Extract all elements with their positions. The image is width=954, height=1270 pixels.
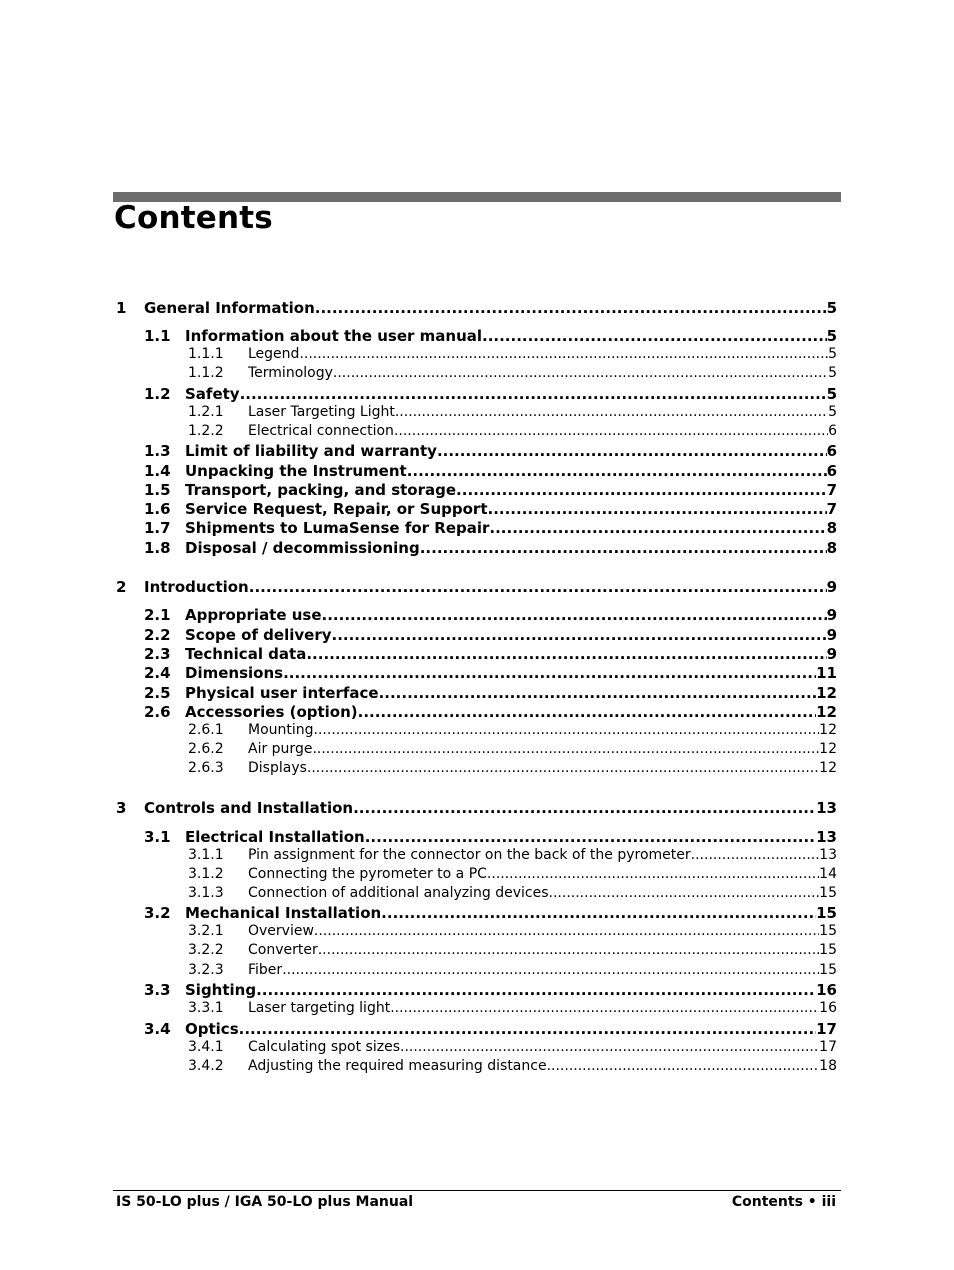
toc-entry[interactable] <box>116 539 837 558</box>
toc-leader-dots <box>239 1020 817 1038</box>
toc-entry-title: Information about the user manual <box>185 327 483 345</box>
toc-entry-number: 3.1.3 <box>188 885 224 901</box>
toc-entry[interactable] <box>116 923 837 942</box>
toc-entry-title: Transport, packing, and storage <box>185 481 457 499</box>
toc-entry-page: 11 <box>816 664 837 682</box>
toc-entry[interactable] <box>116 500 837 519</box>
toc-entry-number: 1.3 <box>144 442 171 460</box>
toc-entry[interactable] <box>116 365 837 384</box>
toc-entry-title: Terminology <box>248 365 333 381</box>
toc-entry[interactable] <box>116 664 837 683</box>
toc-entry-title: Technical data <box>185 645 307 663</box>
toc-entry[interactable] <box>116 606 837 625</box>
toc-entry[interactable] <box>116 442 837 461</box>
toc-entry-title: Mechanical Installation <box>185 904 382 922</box>
toc-leader-dots <box>381 904 816 922</box>
toc-entry[interactable] <box>116 981 837 1000</box>
toc-entry-number: 3 <box>116 799 127 817</box>
toc-entry-number: 3.3.1 <box>188 1000 224 1016</box>
page-title: Contents <box>114 200 273 236</box>
toc-entry-number: 3.4.1 <box>188 1039 224 1055</box>
toc-entry-number: 1.1 <box>144 327 171 345</box>
toc-entry-number: 2.2 <box>144 626 171 644</box>
toc-entry-page: 5 <box>826 299 837 317</box>
toc-leader-dots <box>322 606 827 624</box>
toc-entry-page: 6 <box>826 442 837 460</box>
toc-entry-number: 1.7 <box>144 519 171 537</box>
toc-entry-title: Mounting <box>248 722 314 738</box>
footer-document-title: IS 50-LO plus / IGA 50-LO plus Manual <box>116 1194 414 1210</box>
toc-entry-number: 3.2.1 <box>188 923 224 939</box>
toc-entry[interactable] <box>116 703 837 722</box>
toc-entry-number: 1.8 <box>144 539 171 557</box>
toc-entry[interactable] <box>116 866 837 885</box>
toc-entry-title: Physical user interface <box>185 684 379 702</box>
toc-leader-dots <box>407 462 827 480</box>
toc-entry-page: 15 <box>819 923 837 939</box>
toc-entry[interactable] <box>116 1039 837 1058</box>
toc-entry-number: 3.2 <box>144 904 171 922</box>
toc-entry[interactable] <box>116 385 837 404</box>
toc-entry-title: Calculating spot sizes <box>248 1039 400 1055</box>
toc-leader-dots <box>332 626 827 644</box>
toc-entry-page: 6 <box>828 423 837 439</box>
toc-leader-dots <box>549 885 820 901</box>
toc-entry-title: Dimensions <box>185 664 284 682</box>
toc-leader-dots <box>487 866 819 882</box>
toc-entry-number: 1.5 <box>144 481 171 499</box>
toc-entry-title: Connecting the pyrometer to a PC <box>248 866 487 882</box>
toc-entry[interactable] <box>116 962 837 981</box>
toc-entry-title: Disposal / decommissioning <box>185 539 420 557</box>
toc-leader-dots <box>315 299 827 317</box>
toc-entry[interactable] <box>116 519 837 538</box>
toc-entry-page: 16 <box>819 1000 837 1016</box>
toc-entry[interactable] <box>116 828 837 847</box>
toc-entry-title: Safety <box>185 385 240 403</box>
toc-leader-dots <box>307 760 819 776</box>
toc-entry-page: 7 <box>826 500 837 518</box>
toc-leader-dots <box>488 500 827 518</box>
toc-entry-number: 1.6 <box>144 500 171 518</box>
toc-entry-number: 3.4 <box>144 1020 171 1038</box>
toc-entry-title: Connection of additional analyzing devices <box>248 885 549 901</box>
toc-entry-title: Optics <box>185 1020 239 1038</box>
toc-entry-number: 3.1.2 <box>188 866 224 882</box>
toc-leader-dots <box>240 385 827 403</box>
toc-leader-dots <box>312 741 819 757</box>
toc-entry-page: 5 <box>828 365 837 381</box>
toc-entry-number: 2.6.2 <box>188 741 224 757</box>
toc-entry-number: 2.3 <box>144 645 171 663</box>
toc-entry-number: 2.5 <box>144 684 171 702</box>
toc-leader-dots <box>256 981 816 999</box>
toc-leader-dots <box>314 722 820 738</box>
toc-entry[interactable] <box>116 799 837 818</box>
toc-entry-page: 15 <box>819 942 837 958</box>
toc-entry-number: 3.2.3 <box>188 962 224 978</box>
toc-entry[interactable] <box>116 722 837 741</box>
toc-entry[interactable] <box>116 760 837 779</box>
toc-leader-dots <box>318 942 819 958</box>
toc-entry-title: Converter <box>248 942 318 958</box>
toc-leader-dots <box>283 664 816 682</box>
toc-entry-page: 17 <box>816 1020 837 1038</box>
toc-entry[interactable] <box>116 847 837 866</box>
toc-entry-page: 12 <box>819 741 837 757</box>
toc-leader-dots <box>358 703 816 721</box>
toc-entry[interactable] <box>116 346 837 365</box>
toc-entry-number: 1.2.2 <box>188 423 224 439</box>
toc-entry[interactable] <box>116 885 837 904</box>
toc-leader-dots <box>400 1039 819 1055</box>
toc-entry-number: 2.4 <box>144 664 171 682</box>
toc-entry-page: 15 <box>819 885 837 901</box>
toc-entry-title: Introduction <box>144 578 249 596</box>
toc-entry[interactable] <box>116 578 837 597</box>
toc-entry-page: 13 <box>816 828 837 846</box>
toc-entry-page: 5 <box>826 385 837 403</box>
toc-entry-page: 5 <box>828 346 837 362</box>
toc-leader-dots <box>420 539 827 557</box>
toc-entry-number: 1.4 <box>144 462 171 480</box>
toc-entry[interactable] <box>116 904 837 923</box>
toc-entry-page: 12 <box>819 722 837 738</box>
toc-leader-dots <box>482 327 827 345</box>
toc-leader-dots <box>299 346 828 362</box>
toc-entry-page: 15 <box>819 962 837 978</box>
toc-entry[interactable] <box>116 626 837 645</box>
toc-entry-title: Adjusting the required measuring distance <box>248 1058 547 1074</box>
toc-leader-dots <box>379 684 817 702</box>
toc-entry[interactable] <box>116 327 837 346</box>
toc-entry-page: 9 <box>826 626 837 644</box>
toc-entry-number: 1.1.1 <box>188 346 224 362</box>
toc-entry-title: Controls and Installation <box>144 799 354 817</box>
toc-entry-page: 12 <box>816 703 837 721</box>
toc-entry-number: 2 <box>116 578 127 596</box>
toc-entry-title: Laser targeting light <box>248 1000 391 1016</box>
toc-entry-title: Appropriate use <box>185 606 322 624</box>
toc-leader-dots <box>282 962 819 978</box>
toc-entry-page: 13 <box>816 799 837 817</box>
toc-leader-dots <box>394 423 828 439</box>
toc-entry[interactable] <box>116 1000 837 1019</box>
toc-entry-number: 3.3 <box>144 981 171 999</box>
toc-entry-number: 2.6 <box>144 703 171 721</box>
toc-entry-page: 15 <box>816 904 837 922</box>
toc-entry-number: 2.6.3 <box>188 760 224 776</box>
toc-entry[interactable] <box>116 404 837 423</box>
toc-entry-page: 13 <box>819 847 837 863</box>
toc-entry[interactable] <box>116 462 837 481</box>
toc-entry-title: Displays <box>248 760 307 776</box>
toc-entry-title: Service Request, Repair, or Support <box>185 500 488 518</box>
toc-entry-title: Laser Targeting Light <box>248 404 395 420</box>
toc-entry-page: 14 <box>819 866 837 882</box>
toc-entry-number: 1 <box>116 299 127 317</box>
toc-entry-page: 5 <box>826 327 837 345</box>
toc-leader-dots <box>314 923 819 939</box>
toc-entry-title: Fiber <box>248 962 283 978</box>
toc-entry-number: 3.2.2 <box>188 942 224 958</box>
toc-entry-page: 9 <box>826 606 837 624</box>
footer-rule <box>113 1190 841 1191</box>
toc-entry-number: 2.6.1 <box>188 722 224 738</box>
toc-entry-title: Accessories (option) <box>185 703 358 721</box>
toc-entry-number: 3.1 <box>144 828 171 846</box>
toc-entry-page: 8 <box>826 539 837 557</box>
toc-entry-title: Overview <box>248 923 314 939</box>
toc-entry[interactable] <box>116 299 837 318</box>
toc-entry-number: 1.1.2 <box>188 365 224 381</box>
toc-entry[interactable] <box>116 1020 837 1039</box>
toc-entry-number: 3.1.1 <box>188 847 224 863</box>
toc-entry-page: 9 <box>826 645 837 663</box>
toc-entry-title: Limit of liability and warranty <box>185 442 437 460</box>
toc-leader-dots <box>333 365 828 381</box>
toc-leader-dots <box>489 519 826 537</box>
toc-entry-title: Scope of delivery <box>185 626 332 644</box>
toc-leader-dots <box>390 1000 819 1016</box>
toc-entry-page: 7 <box>826 481 837 499</box>
toc-entry-page: 16 <box>816 981 837 999</box>
toc-entry-title: Electrical Installation <box>185 828 365 846</box>
toc-entry-page: 5 <box>828 404 837 420</box>
toc-leader-dots <box>306 645 826 663</box>
toc-entry[interactable] <box>116 1058 837 1077</box>
toc-entry-page: 12 <box>816 684 837 702</box>
toc-entry-title: Legend <box>248 346 300 362</box>
toc-entry-title: Electrical connection <box>248 423 394 439</box>
toc-entry-title: Pin assignment for the connector on the back of the pyrometer <box>248 847 691 863</box>
toc-entry[interactable] <box>116 645 837 664</box>
toc-entry-title: Unpacking the Instrument <box>185 462 407 480</box>
toc-entry-page: 18 <box>819 1058 837 1074</box>
toc-entry-title: Shipments to LumaSense for Repair <box>185 519 490 537</box>
toc-entry-title: Air purge <box>248 741 313 757</box>
toc-entry-page: 17 <box>819 1039 837 1055</box>
toc-entry-title: Sighting <box>185 981 257 999</box>
toc-entry[interactable] <box>116 741 837 760</box>
toc-entry[interactable] <box>116 481 837 500</box>
toc-leader-dots <box>456 481 827 499</box>
toc-entry-number: 1.2.1 <box>188 404 224 420</box>
toc-entry-number: 2.1 <box>144 606 171 624</box>
toc-leader-dots <box>691 847 820 863</box>
footer-section-page: Contents • iii <box>731 1194 836 1210</box>
toc-entry-number: 3.4.2 <box>188 1058 224 1074</box>
toc-entry[interactable] <box>116 423 837 442</box>
toc-entry-page: 8 <box>826 519 837 537</box>
toc-entry[interactable] <box>116 942 837 961</box>
toc-leader-dots <box>365 828 816 846</box>
toc-leader-dots <box>353 799 816 817</box>
toc-leader-dots <box>547 1058 820 1074</box>
toc-entry-number: 1.2 <box>144 385 171 403</box>
toc-leader-dots <box>395 404 828 420</box>
toc-leader-dots <box>249 578 827 596</box>
toc-entry-page: 6 <box>826 462 837 480</box>
toc-leader-dots <box>437 442 827 460</box>
toc-entry-title: General Information <box>144 299 315 317</box>
toc-entry[interactable] <box>116 684 837 703</box>
toc-entry-page: 12 <box>819 760 837 776</box>
toc-entry-page: 9 <box>826 578 837 596</box>
